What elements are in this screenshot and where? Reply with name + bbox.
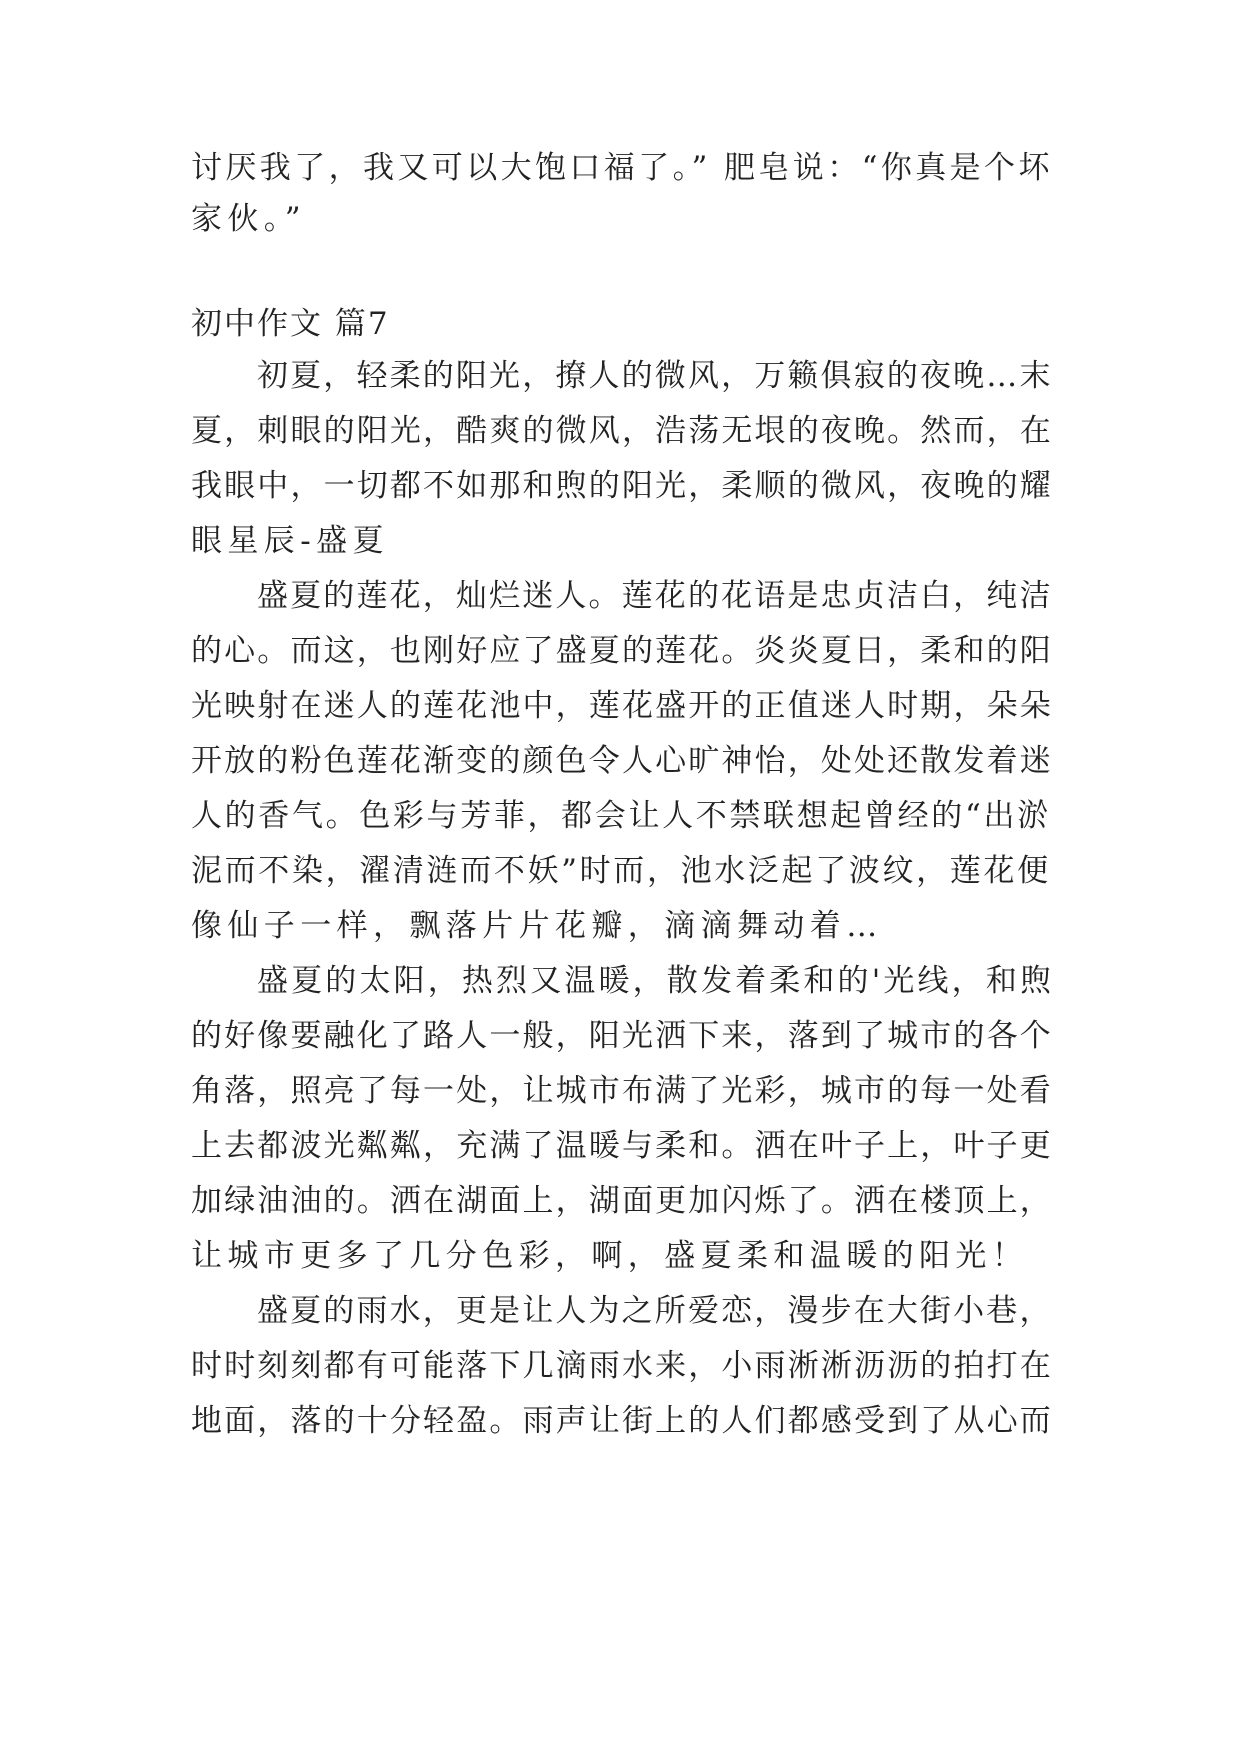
- text-line: 盛夏的太阳，热烈又温暖，散发着柔和的'光线，和煦: [257, 963, 1055, 999]
- text-line: 盛夏的莲花，灿烂迷人。莲花的花语是忠贞洁白，纯洁: [257, 578, 1053, 614]
- section-heading: 初中作文 篇7: [191, 306, 390, 342]
- text-line: 的心。而这，也刚好应了盛夏的莲花。炎炎夏日，柔和的阳: [191, 633, 1053, 669]
- text-line: 我眼中，一切都不如那和煦的阳光，柔顺的微风，夜晚的耀: [191, 468, 1053, 504]
- text-line: 夏，刺眼的阳光，酷爽的微风，浩荡无垠的夜晚。然而，在: [191, 413, 1053, 449]
- text-line: 家伙。”: [191, 201, 306, 237]
- text-line: 角落，照亮了每一处，让城市布满了光彩，城市的每一处看: [191, 1073, 1053, 1109]
- text-line: 盛夏的雨水，更是让人为之所爱恋，漫步在大街小巷，: [257, 1293, 1053, 1329]
- text-line: 加绿油油的。洒在湖面上，湖面更加闪烁了。洒在楼顶上，: [191, 1183, 1053, 1219]
- text-line: 人的香气。色彩与芳菲，都会让人不禁联想起曾经的“出淤: [191, 798, 1051, 834]
- text-line: 眼星辰-盛夏: [191, 523, 389, 559]
- text-line: 的好像要融化了路人一般，阳光洒下来，落到了城市的各个: [191, 1018, 1053, 1054]
- text-line: 讨厌我了，我又可以大饱口福了。” 肥皂说：“你真是个坏: [191, 150, 1053, 186]
- text-line: 初夏，轻柔的阳光，撩人的微风，万籁俱寂的夜晚…末: [257, 358, 1053, 394]
- text-line: 让城市更多了几分色彩，啊，盛夏柔和温暖的阳光！: [191, 1238, 1029, 1274]
- text-line: 泥而不染，濯清涟而不妖”时而，池水泛起了波纹，莲花便: [191, 853, 1051, 889]
- text-line: 开放的粉色莲花渐变的颜色令人心旷神怡，处处还散发着迷: [191, 743, 1053, 779]
- text-line: 像仙子一样，飘落片片花瓣，滴滴舞动着…: [191, 908, 883, 944]
- text-line: 地面，落的十分轻盈。雨声让街上的人们都感受到了从心而: [191, 1403, 1053, 1439]
- text-line: 上去都波光粼粼，充满了温暖与柔和。洒在叶子上，叶子更: [191, 1128, 1053, 1164]
- text-line: 时时刻刻都有可能落下几滴雨水来，小雨淅淅沥沥的拍打在: [191, 1348, 1053, 1384]
- text-line: 光映射在迷人的莲花池中，莲花盛开的正值迷人时期，朵朵: [191, 688, 1053, 724]
